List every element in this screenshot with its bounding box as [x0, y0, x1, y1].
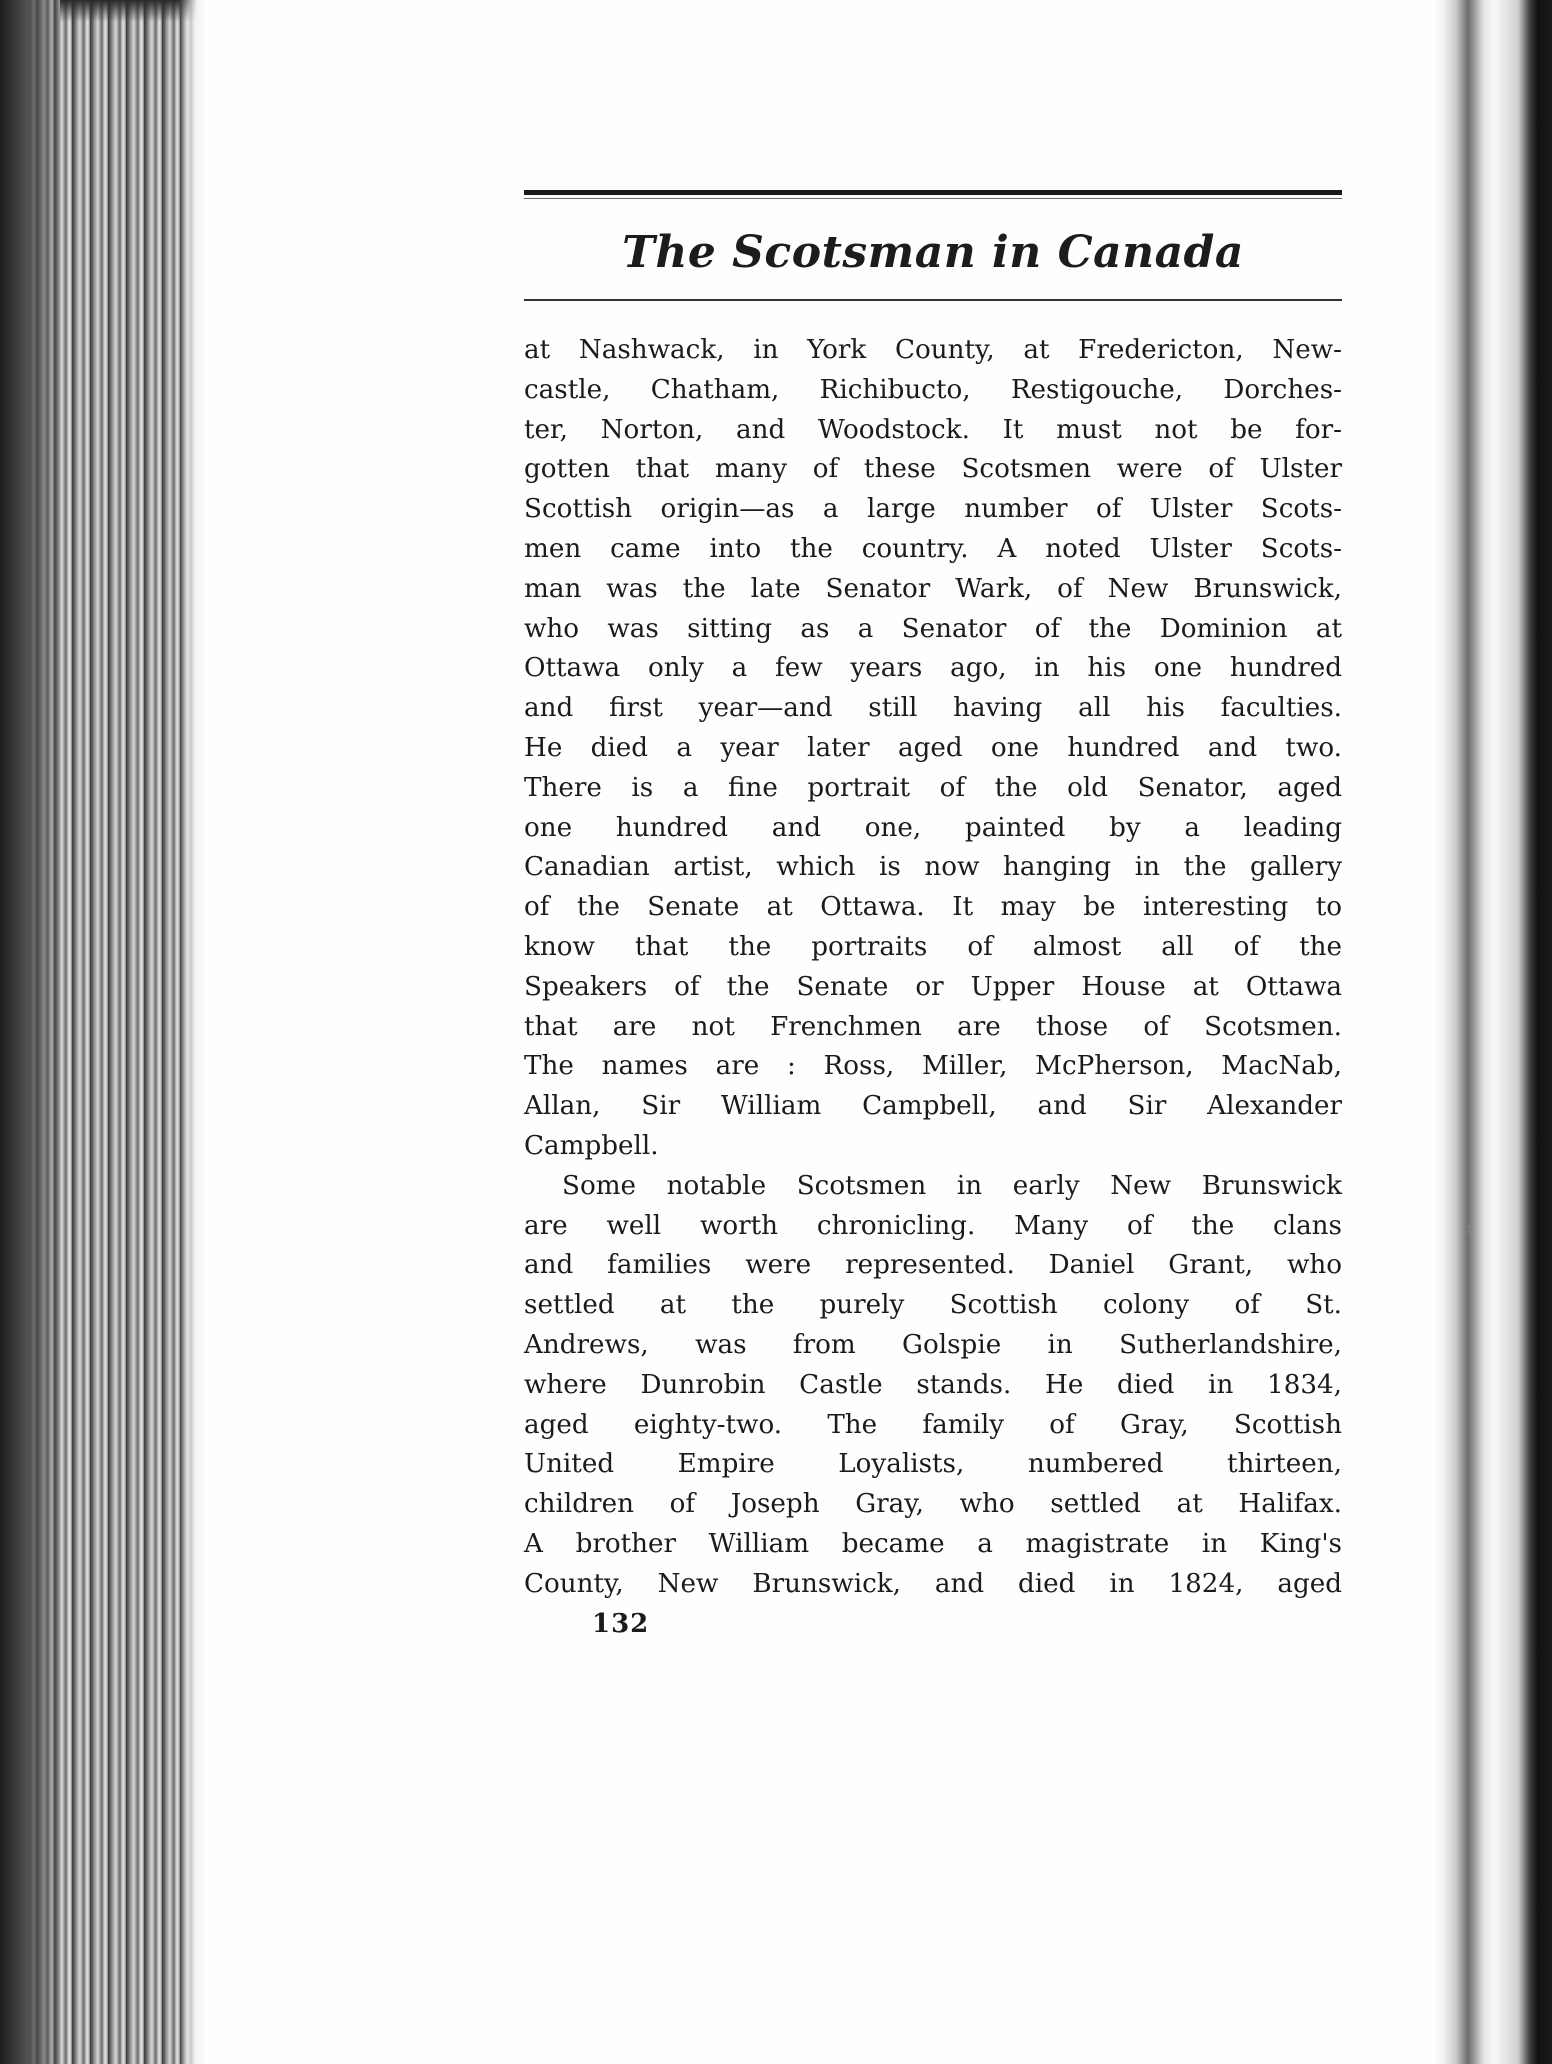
page-edge-shadow — [60, 0, 205, 22]
text-line: ter, Norton, and Woodstock. It must not be for- — [524, 414, 1342, 445]
text-line: County, New Brunswick, and died in 1824, aged — [524, 1568, 1342, 1599]
text-line: who was sitting as a Senator of the Dominion at — [524, 613, 1342, 644]
body-text — [524, 331, 1342, 1605]
text-line: He died a year later aged one hundred and two. — [524, 732, 1342, 763]
text-line: Allan, Sir William Campbell, and Sir Alexander — [524, 1091, 1342, 1122]
text-line: A brother William became a magistrate in King's — [524, 1528, 1342, 1559]
paragraph — [524, 331, 1342, 1167]
text-line: children of Joseph Gray, who settled at Halifax. — [524, 1489, 1342, 1520]
text-line: Ottawa only a few years ago, in his one hundred — [524, 653, 1342, 684]
text-line: of the Senate at Ottawa. It may be interesting to — [524, 892, 1342, 923]
text-line: where Dunrobin Castle stands. He died in 1834, — [524, 1369, 1342, 1400]
page-edge-stack — [0, 0, 205, 2064]
running-head-rule — [524, 299, 1342, 301]
text-line: at Nashwack, in York County, at Fredericton, New- — [524, 335, 1342, 365]
text-line: Scottish origin—as a large number of Ulster Scots- — [524, 494, 1342, 525]
text-line: know that the portraits of almost all of the — [524, 931, 1342, 962]
text-line: Speakers of the Senate or Upper House at Ottawa — [524, 971, 1342, 1002]
text-line: man was the late Senator Wark, of New Brunswick, — [524, 573, 1342, 604]
text-line: gotten that many of these Scotsmen were of Ulster — [524, 454, 1342, 485]
text-line: castle, Chatham, Richibucto, Restigouche, Dorches- — [524, 374, 1342, 405]
text-line: There is a fine portrait of the old Senator, aged — [524, 772, 1342, 803]
text-line: Some notable Scotsmen in early New Brunswick — [562, 1170, 1342, 1201]
running-head: The Scotsman in Canada — [622, 227, 1244, 278]
text-line: United Empire Loyalists, numbered thirteen, — [524, 1449, 1342, 1480]
page-number: 132 — [592, 1608, 650, 1639]
text-line: Campbell. — [524, 1130, 659, 1161]
book-gutter-shadow — [1434, 0, 1552, 2064]
text-line: settled at the purely Scottish colony of St. — [524, 1290, 1342, 1321]
text-line: and families were represented. Daniel Grant, who — [524, 1250, 1342, 1281]
text-line: that are not Frenchmen are those of Scotsmen. — [524, 1011, 1342, 1042]
text-line: and first year—and still having all his faculties. — [524, 693, 1342, 724]
text-line: men came into the country. A noted Ulster Scots- — [524, 533, 1342, 564]
header-rule-thin — [524, 198, 1342, 199]
text-line: are well worth chronicling. Many of the clans — [524, 1210, 1342, 1241]
text-line: Andrews, was from Golspie in Sutherlandshire, — [524, 1329, 1342, 1360]
text-line: The names are : Ross, Miller, McPherson, MacNab, — [524, 1051, 1342, 1082]
gutter-mark: ⸶ — [1466, 1222, 1473, 1238]
text-line: one hundred and one, painted by a leading — [524, 812, 1342, 843]
paragraph — [524, 1167, 1342, 1605]
page-text-block — [524, 190, 1342, 1639]
header-rule-thick — [524, 190, 1342, 195]
text-line: Canadian artist, which is now hanging in the gallery — [524, 852, 1342, 883]
text-line: aged eighty-two. The family of Gray, Scottish — [524, 1409, 1342, 1440]
